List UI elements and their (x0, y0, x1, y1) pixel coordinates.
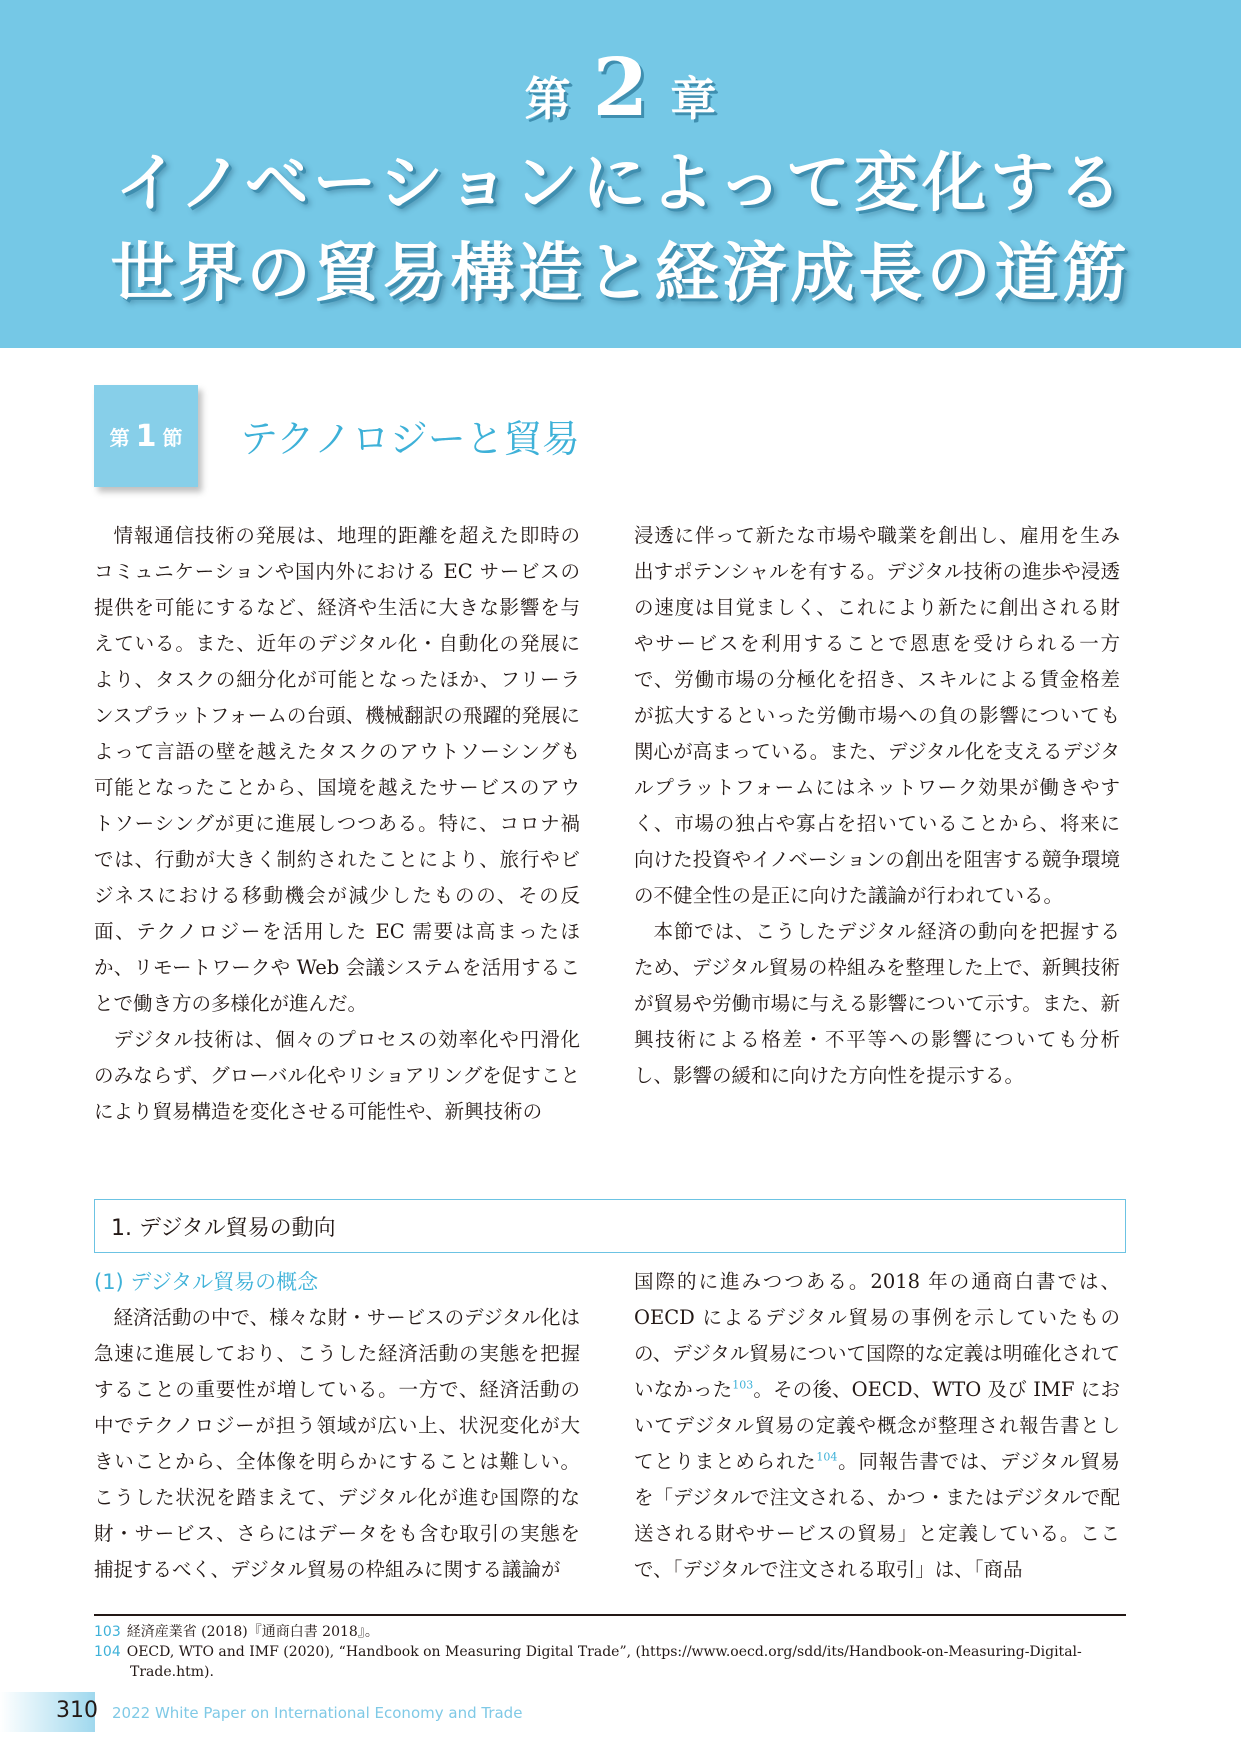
body-right-column (634, 1264, 1120, 1588)
body-paragraph: 経済活動の中で、様々な財・サービスのデジタル化は急速に進展しており、こうした経済活動の実態を把握することの重要性が増している。一方で、経済活動の中でテクノロジーが担う領域が広い上、状況変化が大きいことから、全体像を明らかにすることは難しい。こうした状況を踏まえて、デジタル化が進む国際的な財・サービス、さらにはデータをも含む取引の実態を捕捉するべく、デジタル貿易の枠組みに関する議論が (94, 1306, 580, 1581)
intro-paragraph: 本節では、こうしたデジタル経済の動向を把握するため、デジタル貿易の枠組みを整理した上で、新興技術が貿易や労働市場に与える影響について示す。また、新興技術による格差・不平等への影響についても分析し、影響の緩和に向けた方向性を提示する。 (634, 920, 1120, 1087)
body-text: 国際的に進みつつある。2018 年の通商白書では、OECD によるデジタル貿易の事例を示していたものの、デジタル貿易について国際的な定義は明確化されていなかった (634, 1270, 1120, 1401)
body-left-column (94, 1300, 580, 1588)
body-text: 。その後、OECD、WTO 及び IMF においてデジタル貿易の定義や概念が整理され報告書としてとりまとめられた (634, 1378, 1120, 1473)
footnote-number: 103 (94, 1624, 121, 1640)
footnote-103 (94, 1622, 1126, 1642)
intro-paragraph: 浸透に伴って新たな市場や職業を創出し、雇用を生み出すポテンシャルを有する。デジタル技術の進歩や浸透の速度は目覚ましく、これにより新たに創出される財やサービスを利用することで恩恵を受けられる一方で、労働市場の分極化を招き、スキルによる賃金格差が拡大するといった労働市場への負の影響についても関心が高まっている。また、デジタル化を支えるデジタルプラットフォームにはネットワーク効果が働きやすく、市場の独占や寡占を招いていることから、将来に向けた投資やイノベーションの創出を阻害する競争環境の不健全性の是正に向けた議論が行われている。 (634, 524, 1120, 907)
subsubsection-heading: (1) デジタル貿易の概念 (94, 1270, 319, 1294)
body-text: 。同報告書では、デジタル貿易を「デジタルで注文される、かつ・またはデジタルで配送される財やサービスの貿易」と定義している。ここで、「デジタルで注文される取引」は、「商品 (634, 1450, 1120, 1581)
intro-paragraph: デジタル技術は、個々のプロセスの効率化や円滑化のみならず、グローバル化やリショアリングを促すことにより貿易構造を変化させる可能性や、新興技術の (94, 1028, 580, 1123)
chapter-number-line (0, 40, 1241, 134)
section-label-box (94, 385, 198, 487)
footnote-104 (94, 1642, 1126, 1662)
footnote-104-continued: Trade.htm). (130, 1664, 214, 1680)
section-prefix: 第 (109, 425, 130, 450)
chapter-title-line-1: イノベーションによって変化する (114, 146, 1127, 221)
footnote-text: OECD, WTO and IMF (2020), “Handbook on Measuring Digital Trade”, (https://www.oecd.org/sdd/its/Handbook-on-Measuring-Digital- (126, 1644, 1082, 1660)
chapter-number: 2 (592, 40, 649, 134)
intro-right-column (634, 518, 1120, 1094)
intro-paragraph: 情報通信技術の発展は、地理的距離を超えた即時のコミュニケーションや国内外における EC サービスの提供を可能にするなど、経済や生活に大きな影響を与えている。また、近年のデジタル化・自動化の発展により、タスクの細分化が可能となったほか、フリーランスプラットフォームの台頭、機械翻訳の飛躍的発展によって言語の壁を越えたタスクのアウトソーシングも可能となったことから、国境を越えたサービスのアウトソーシングが更に進展しつつある。特に、コロナ禍では、行動が大きく制約されたことにより、旅行やビジネスにおける移動機会が減少したものの、その反面、テクノロジーを活用した EC 需要は高まったほか、リモートワークや Web 会議システムを活用することで働き方の多様化が進んだ。 (94, 524, 580, 1015)
chapter-prefix: 第 (524, 72, 571, 126)
chapter-suffix: 章 (670, 72, 717, 126)
footnote-ref-104[interactable]: 104 (816, 1450, 838, 1464)
section-suffix: 節 (162, 425, 183, 450)
running-title: 2022 White Paper on International Economy and Trade (112, 1704, 523, 1722)
page-number: 310 (56, 1698, 98, 1723)
footnotes (94, 1622, 1126, 1682)
intro-left-column (94, 518, 580, 1130)
footnote-divider (94, 1614, 1126, 1616)
footnote-ref-103[interactable]: 103 (732, 1378, 754, 1392)
body-paragraph (634, 1264, 1120, 1588)
section-number: 1 (135, 418, 157, 454)
chapter-header-banner (0, 0, 1241, 348)
section-title: テクノロジーと貿易 (240, 417, 580, 461)
chapter-title-line-2: 世界の貿易構造と経済成長の道筋 (110, 236, 1131, 311)
footnote-number: 104 (94, 1644, 121, 1660)
footnote-text: 経済産業省 (2018)『通商白書 2018』。 (126, 1624, 379, 1640)
subsection-heading: 1. デジタル貿易の動向 (94, 1199, 1126, 1253)
